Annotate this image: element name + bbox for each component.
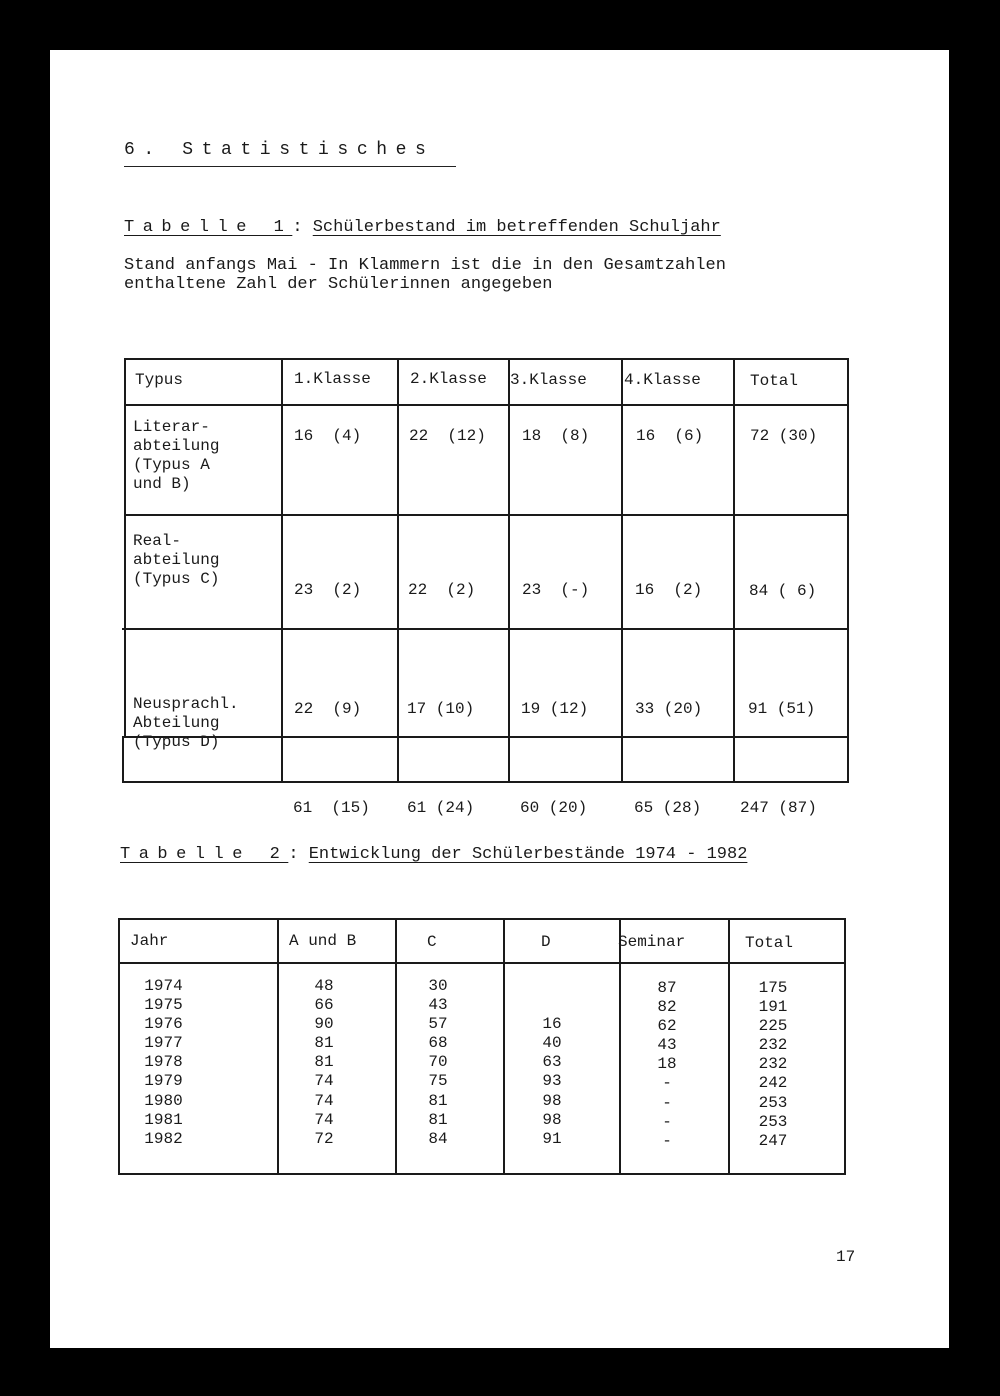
table1-totals-total: 247 (87) bbox=[740, 799, 817, 817]
table1-totals-klasse-2: 61 (24) bbox=[407, 799, 475, 817]
table1-row1-klasse-3: 18 (8) bbox=[522, 427, 590, 445]
table1-description-line-2: enthaltene Zahl der Schülerinnen angegeben bbox=[124, 275, 553, 294]
table2-cell-c-6: 81 bbox=[428, 1091, 448, 1110]
table1-row1-klasse-4: 16 (6) bbox=[636, 427, 704, 445]
table1-row2-klasse-3: 23 (-) bbox=[522, 581, 590, 599]
table1-totals-klasse-1: 61 (15) bbox=[293, 799, 370, 817]
table2-cell-jahr-4: 1978 bbox=[144, 1053, 183, 1072]
page-number: 17 bbox=[836, 1248, 856, 1266]
table2-header-c: C bbox=[427, 933, 437, 951]
table2-cell-seminar-8: - bbox=[662, 1131, 672, 1150]
table2-label: Tabelle 2 bbox=[120, 845, 289, 864]
table2-cell-jahr-2: 1976 bbox=[144, 1015, 183, 1034]
table2-cell-total-0: 175 bbox=[758, 979, 788, 997]
table1-row1-klasse-2: 22 (12) bbox=[409, 427, 486, 445]
table2-cell-c-7: 81 bbox=[428, 1110, 448, 1129]
table2-cell-a_und_b-0: 48 bbox=[314, 977, 334, 995]
table2-cell-c-8: 84 bbox=[428, 1129, 448, 1148]
table2-cell-c-3: 68 bbox=[428, 1034, 448, 1053]
table2-column-c bbox=[418, 977, 458, 1149]
table1-row3-klasse-4: 33 (20) bbox=[635, 700, 703, 718]
table1-caption: Tabelle 1: Schülerbestand im betreffenden Schuljahr bbox=[124, 218, 721, 237]
table2-cell-total-2: 225 bbox=[758, 1017, 788, 1036]
table2-cell-d-6: 98 bbox=[542, 1091, 562, 1110]
table1-row2-type: Real- abteilung (Typus C) bbox=[133, 532, 220, 588]
table1-header-klasse-2: 2.Klasse bbox=[410, 370, 487, 388]
table2-header-jahr: Jahr bbox=[130, 932, 169, 950]
table2-cell-total-8: 247 bbox=[758, 1131, 788, 1150]
section-heading: 6. Statistisches bbox=[124, 140, 435, 160]
table2-cell-a_und_b-4: 81 bbox=[314, 1053, 334, 1072]
table2-cell-d-1 bbox=[532, 996, 572, 1015]
table2-cell-d-7: 98 bbox=[542, 1110, 562, 1129]
table2-cell-d-4: 63 bbox=[542, 1053, 562, 1072]
table2-cell-a_und_b-1: 66 bbox=[314, 996, 334, 1015]
table2-cell-jahr-1: 1975 bbox=[144, 996, 183, 1015]
table2-cell-d-8: 91 bbox=[542, 1129, 562, 1148]
table2-column-d bbox=[532, 977, 572, 1149]
table2-column-seminar bbox=[647, 979, 687, 1151]
table1-row3-klasse-3: 19 (12) bbox=[521, 700, 589, 718]
heading-underline bbox=[124, 166, 456, 167]
table1-row3-klasse-1: 22 (9) bbox=[294, 700, 362, 718]
table2-cell-total-7: 253 bbox=[758, 1112, 788, 1131]
table2-cell-a_und_b-2: 90 bbox=[314, 1015, 334, 1034]
table2-cell-a_und_b-3: 81 bbox=[314, 1034, 334, 1053]
document-page bbox=[50, 50, 949, 1348]
table2-cell-c-4: 70 bbox=[428, 1053, 448, 1072]
table2-cell-d-2: 16 bbox=[542, 1015, 562, 1034]
table2-cell-seminar-2: 62 bbox=[657, 1017, 677, 1036]
table1-header-typus: Typus bbox=[135, 371, 184, 389]
table2-cell-total-1: 191 bbox=[758, 998, 788, 1017]
table2-cell-jahr-5: 1979 bbox=[144, 1072, 183, 1091]
table2-cell-total-5: 242 bbox=[758, 1074, 788, 1093]
table2-header-a-und-b: A und B bbox=[289, 932, 357, 950]
table2 bbox=[118, 918, 846, 1175]
table1-row2-total: 84 ( 6) bbox=[749, 582, 817, 600]
table2-column-a-und-b bbox=[304, 977, 344, 1149]
table2-title: Entwicklung der Schülerbestände 1974 - 1982 bbox=[308, 845, 748, 864]
table2-cell-d-0 bbox=[532, 977, 572, 996]
table2-cell-seminar-4: 18 bbox=[657, 1055, 677, 1074]
table1-totals-klasse-3: 60 (20) bbox=[520, 799, 588, 817]
table1-row3-type: Neusprachl. Abteilung (Typus D) bbox=[133, 695, 239, 751]
table2-cell-d-3: 40 bbox=[542, 1034, 562, 1053]
table1-row2-klasse-2: 22 (2) bbox=[408, 581, 476, 599]
table2-cell-total-3: 232 bbox=[758, 1036, 788, 1055]
table1-row2-klasse-4: 16 (2) bbox=[635, 581, 703, 599]
table2-cell-seminar-0: 87 bbox=[657, 979, 677, 997]
table1-row1-type: Literar- abteilung (Typus A und B) bbox=[133, 418, 220, 493]
table1-row3-total: 91 (51) bbox=[748, 700, 816, 718]
table2-header-seminar: Seminar bbox=[618, 933, 686, 951]
table2-cell-c-0: 30 bbox=[428, 977, 448, 995]
table1-header-total: Total bbox=[750, 372, 799, 390]
table2-cell-seminar-1: 82 bbox=[657, 998, 677, 1017]
table1-header-klasse-3: 3.Klasse bbox=[510, 371, 587, 389]
table2-cell-total-6: 253 bbox=[758, 1093, 788, 1112]
table2-cell-jahr-0: 1974 bbox=[144, 977, 183, 995]
table1-row1-klasse-1: 16 (4) bbox=[294, 427, 362, 445]
table2-column-jahr bbox=[136, 977, 191, 1149]
table1-row3-klasse-2: 17 (10) bbox=[407, 700, 475, 718]
table1-row2-klasse-1: 23 (2) bbox=[294, 581, 362, 599]
table2-cell-c-5: 75 bbox=[428, 1072, 448, 1091]
table1-row1-total: 72 (30) bbox=[750, 427, 818, 445]
table1 bbox=[122, 358, 849, 817]
table2-cell-c-1: 43 bbox=[428, 996, 448, 1015]
table1-description-line-1: Stand anfangs Mai - In Klammern ist die in den Gesamtzahlen bbox=[124, 256, 726, 275]
table1-label: Tabelle 1 bbox=[124, 218, 293, 237]
table2-cell-seminar-3: 43 bbox=[657, 1036, 677, 1055]
table2-cell-jahr-7: 1981 bbox=[144, 1110, 183, 1129]
table1-title: Schülerbestand im betreffenden Schuljahr bbox=[312, 218, 721, 237]
table2-cell-a_und_b-6: 74 bbox=[314, 1091, 334, 1110]
table2-cell-d-5: 93 bbox=[542, 1072, 562, 1091]
table2-header-total: Total bbox=[745, 934, 794, 952]
table2-cell-seminar-7: - bbox=[662, 1112, 672, 1131]
table2-column-total bbox=[751, 979, 795, 1151]
table2-cell-total-4: 232 bbox=[758, 1055, 788, 1074]
table2-header-d: D bbox=[541, 933, 551, 951]
table2-cell-a_und_b-7: 74 bbox=[314, 1110, 334, 1129]
table1-header-klasse-1: 1.Klasse bbox=[294, 370, 371, 388]
table2-cell-jahr-6: 1980 bbox=[144, 1091, 183, 1110]
table2-caption: Tabelle 2: Entwicklung der Schülerbestände 1974 - 1982 bbox=[120, 845, 748, 864]
table2-cell-seminar-5: - bbox=[662, 1074, 672, 1093]
table2-cell-seminar-6: - bbox=[662, 1093, 672, 1112]
table2-cell-jahr-3: 1977 bbox=[144, 1034, 183, 1053]
table2-cell-a_und_b-8: 72 bbox=[314, 1129, 334, 1148]
table1-totals-klasse-4: 65 (28) bbox=[634, 799, 702, 817]
table1-header-klasse-4: 4.Klasse bbox=[624, 371, 701, 389]
table2-cell-c-2: 57 bbox=[428, 1015, 448, 1034]
table2-cell-a_und_b-5: 74 bbox=[314, 1072, 334, 1091]
table2-cell-jahr-8: 1982 bbox=[144, 1129, 183, 1148]
